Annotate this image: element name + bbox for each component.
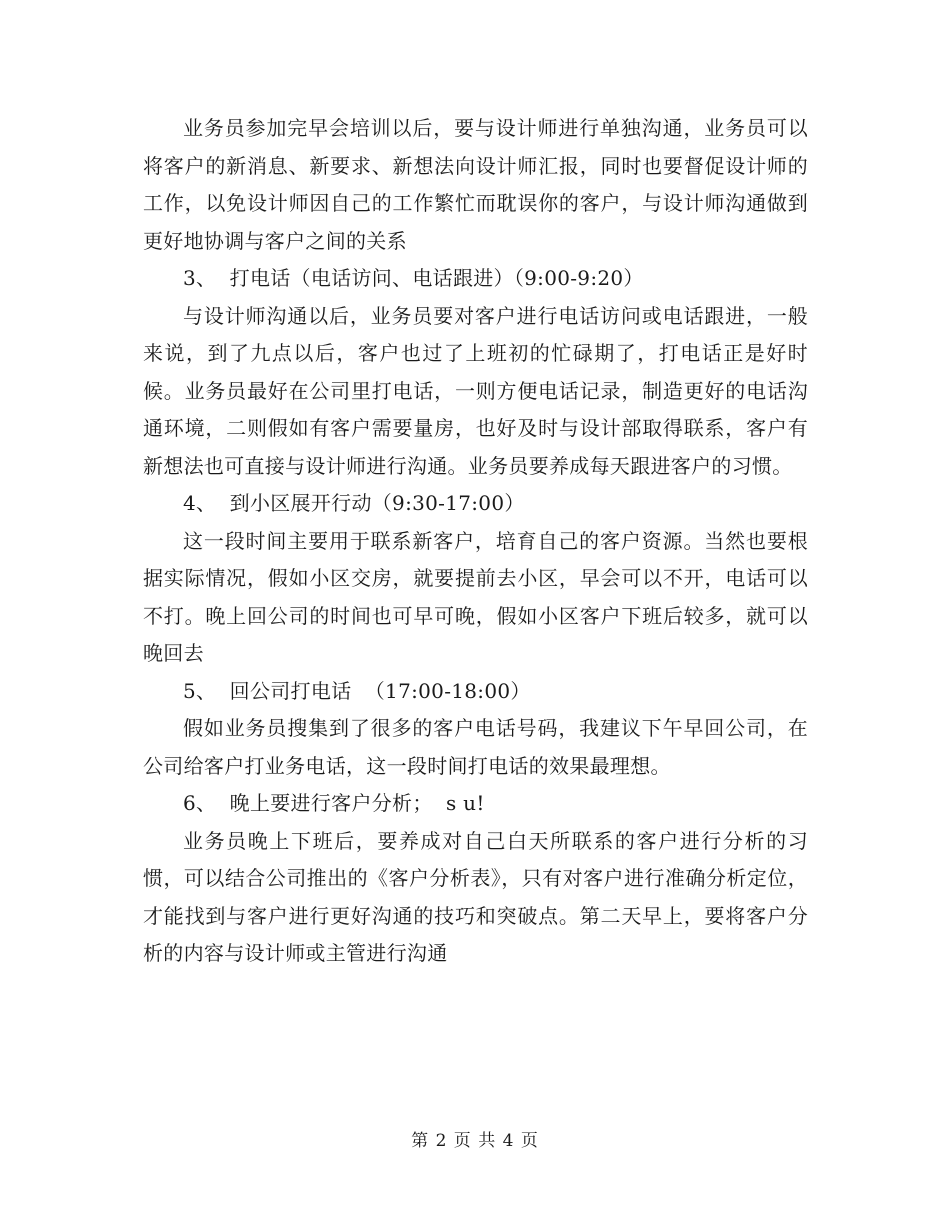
paragraph-evening-analysis: 业务员晚上下班后，要养成对自己白天所联系的客户进行分析的习惯，可以结合公司推出的《客户分析表》，只有对客户进行准确分析定位，才能找到与客户进行更好沟通的技巧和突破点。第二天早上，要将客户分析的内容与设计师或主管进行沟通 [143,828,808,965]
heading-community-action: 4、 到小区展开行动（9:30-17:00） [183,491,525,515]
paragraph-community-action: 这一段时间主要用于联系新客户，培育自己的客户资源。当然也要根据实际情况，假如小区交房，就要提前去小区，早会可以不开，电话可以不打。晚上回公司的时间也可早可晚，假如小区客户下班后较多，就可以晚回去 [143,528,808,665]
paragraph-office-calls: 假如业务员搜集到了很多的客户电话号码，我建议下午早回公司，在公司给客户打业务电话，这一段时间打电话的效果最理想。 [143,716,808,778]
heading-phone-calls: 3、 打电话（电话访问、电话跟进）（9:00-9:20） [183,266,644,290]
heading-office-calls: 5、 回公司打电话 （17:00-18:00） [183,678,531,703]
heading-evening-analysis: 6、 晚上要进行客户分析； s u! [183,791,485,815]
paragraph-morning-communication: 业务员参加完早会培训以后，要与设计师进行单独沟通，业务员可以将客户的新消息、新要求、新想法向设计师汇报，同时也要督促设计师的工作，以免设计师因自己的工作繁忙而耽误你的客户，与设计师沟通做到更好地协调与客户之间的关系 [143,116,808,253]
paragraph-phone-calls: 与设计师沟通以后，业务员要对客户进行电话访问或电话跟进，一般来说，到了九点以后，客户也过了上班初的忙碌期了，打电话正是好时候。业务员最好在公司里打电话，一则方便电话记录，制造更好的电话沟通环境，二则假如有客户需要量房，也好及时与设计部取得联系，客户有新想法也可直接与设计师进行沟通。业务员要养成每天跟进客户的习惯。 [143,303,808,478]
page-number-footer: 第 2 页 共 4 页 [411,1131,539,1151]
document-body [143,110,808,973]
